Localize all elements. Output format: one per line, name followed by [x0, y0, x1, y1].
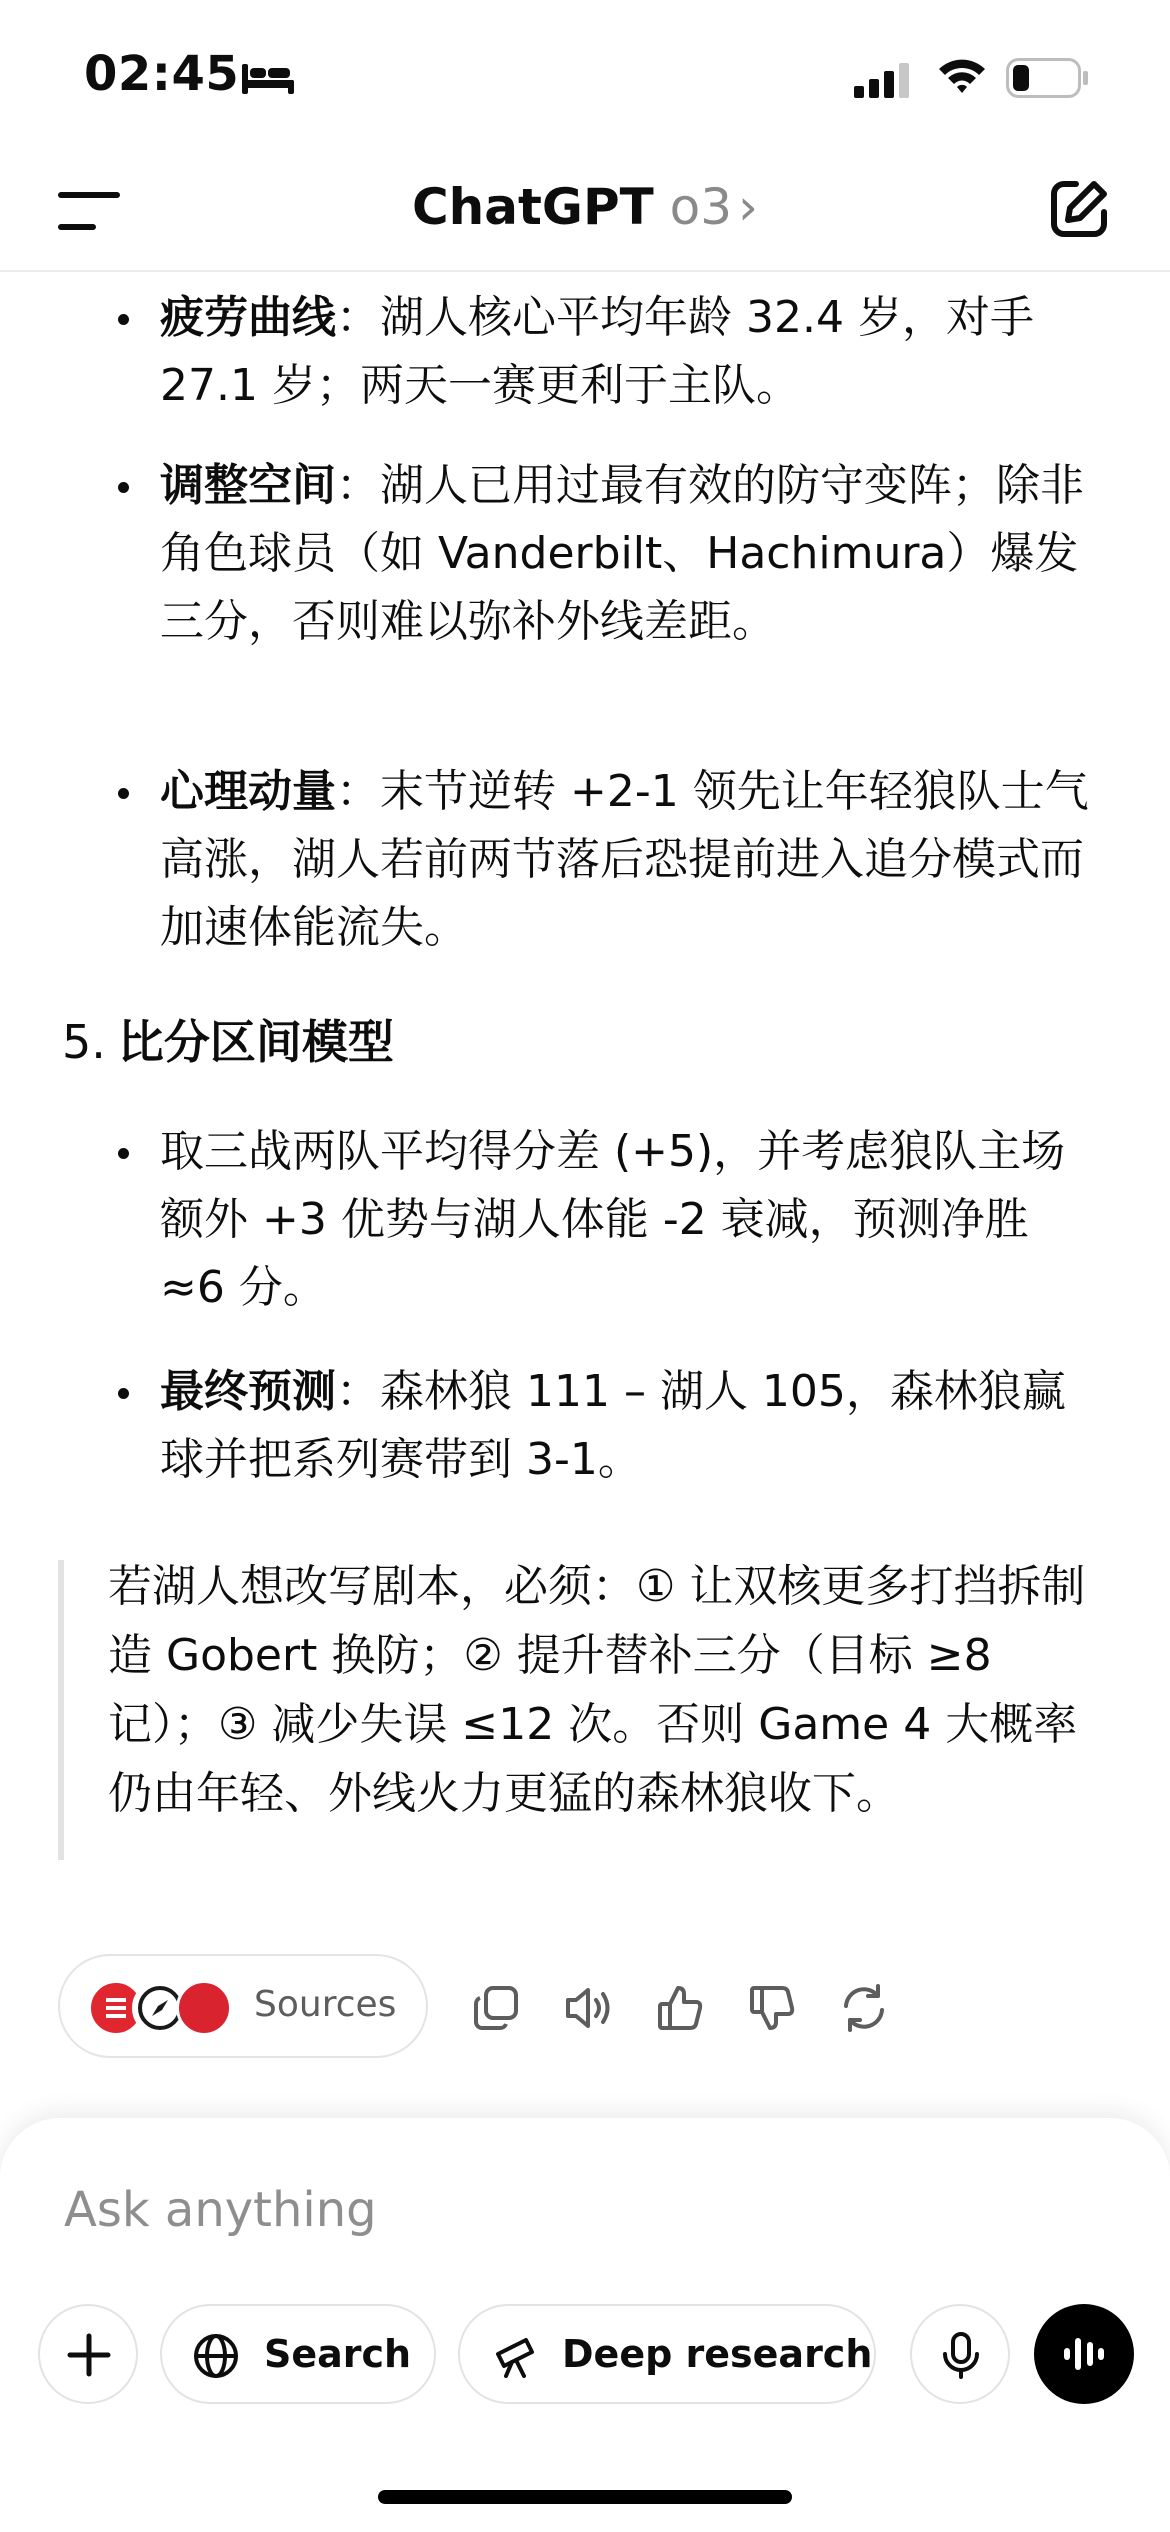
source-favicon-icon [176, 1980, 232, 2036]
battery-icon [1006, 58, 1090, 98]
sleep-focus-icon [240, 60, 296, 96]
search-label: Search [264, 2332, 412, 2376]
attach-button[interactable] [38, 2304, 138, 2404]
list-item [160, 1118, 1100, 1322]
blockquote [58, 1560, 1104, 1860]
status-time: 02:45 [84, 46, 240, 102]
list-item-label: 疲劳曲线 [160, 292, 336, 343]
list-item [160, 758, 1100, 962]
microphone-icon [939, 2330, 983, 2380]
model-selector[interactable] [0, 178, 1170, 236]
message-input[interactable]: Ask anything [64, 2182, 377, 2238]
section-number: 5. [62, 1015, 106, 1069]
plus-icon [66, 2332, 112, 2378]
thumbs-up-icon[interactable] [654, 1982, 706, 2034]
list-item [160, 1358, 1100, 1494]
section-title: 比分区间模型 [117, 1015, 394, 1069]
sources-label: Sources [254, 1984, 397, 2025]
blockquote-text: 若湖人想改写剧本，必须：① 让双核更多打挡拆制造 Gobert 换防；② 提升替补三分（目标 ≥8 记）；③ 减少失误 ≤12 次。否则 Game 4 大概率仍由年轻、外线火力更猛的森林狼收下。 [108, 1561, 1086, 1819]
read-aloud-icon[interactable] [562, 1982, 614, 2034]
globe-icon [192, 2332, 240, 2380]
deep-research-button[interactable] [458, 2304, 876, 2404]
search-button[interactable] [160, 2304, 436, 2404]
new-chat-icon[interactable] [1046, 176, 1112, 242]
deep-research-label: Deep research [562, 2332, 873, 2376]
thumbs-down-icon[interactable] [746, 1982, 798, 2034]
list-item-text: ：森林狼 111 – 湖人 105，森林狼赢球并把系列赛带到 3-1。 [160, 1366, 1066, 1485]
list-item-text: ：末节逆转 +2-1 领先让年轻狼队士气高涨，湖人若前两节落后恐提前进入追分模式而加速体能流失。 [160, 766, 1089, 953]
app-title: ChatGPT [411, 178, 654, 236]
list-item [160, 284, 1100, 420]
sources-button[interactable] [58, 1954, 428, 2058]
list-item-text: 取三战两队平均得分差 (+5)，并考虑狼队主场额外 +3 优势与湖人体能 -2 衰减，预测净胜 ≈6 分。 [160, 1126, 1066, 1313]
list-item-label: 心理动量 [160, 766, 336, 817]
wifi-icon [936, 56, 988, 96]
list-item-label: 最终预测 [160, 1366, 336, 1417]
model-name: o3 [669, 178, 733, 236]
regenerate-icon[interactable] [838, 1982, 890, 2034]
section-heading [62, 1008, 394, 1076]
home-indicator[interactable] [378, 2490, 792, 2504]
list-item-text: ：湖人核心平均年龄 32.4 岁，对手 27.1 岁；两天一赛更利于主队。 [160, 292, 1034, 411]
telescope-icon [492, 2332, 540, 2380]
source-favicons [88, 1980, 228, 2036]
assistant-message [0, 270, 1170, 2030]
composer [0, 2118, 1170, 2532]
chevron-right-icon: › [738, 178, 759, 236]
status-bar [0, 0, 1170, 150]
list-item [160, 452, 1100, 656]
voice-mode-button[interactable] [1034, 2304, 1134, 2404]
top-nav-bar [0, 150, 1170, 272]
list-item-label: 调整空间 [160, 460, 336, 511]
copy-icon[interactable] [470, 1982, 522, 2034]
dictation-button[interactable] [910, 2304, 1010, 2404]
cellular-signal-icon [854, 62, 912, 98]
list-item-text: ：湖人已用过最有效的防守变阵；除非角色球员（如 Vanderbilt、Hachimura）爆发三分，否则难以弥补外线差距。 [160, 460, 1084, 647]
voice-waveform-icon [1060, 2330, 1108, 2378]
